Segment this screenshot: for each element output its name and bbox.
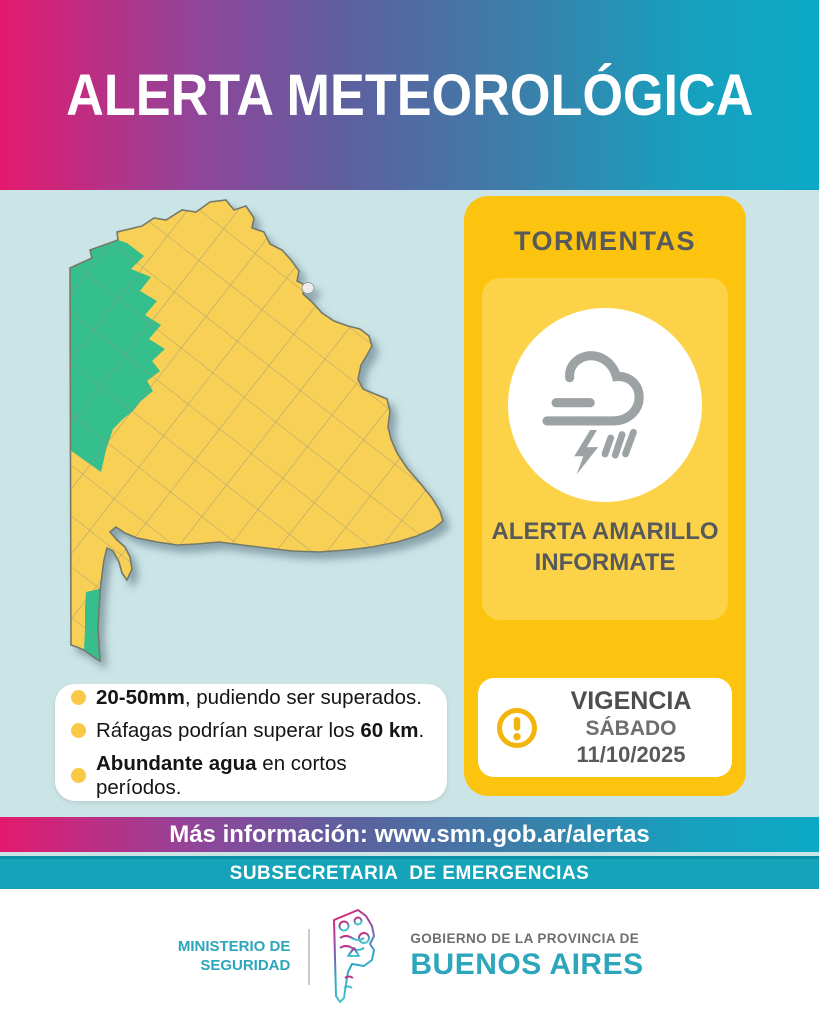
ministry-label: MINISTERIO DE SEGURIDAD [177, 937, 291, 974]
detail-text: Ráfagas podrían superar los 60 km. [96, 718, 425, 742]
government-line1: GOBIERNO DE LA PROVINCIA DE [410, 931, 640, 947]
storm-icon-circle [508, 308, 702, 502]
alert-level-box [482, 278, 728, 620]
alert-card [464, 196, 746, 796]
validity-card [478, 678, 732, 777]
detail-text: 20-50mm, pudiendo ser superados. [96, 685, 422, 709]
rain-lines-icon [605, 432, 633, 455]
alert-type-title: TORMENTAS [514, 226, 696, 256]
warning-icon [494, 705, 540, 751]
validity-label: VIGENCIA [570, 687, 692, 716]
alert-level-text [482, 516, 728, 578]
caba-marker [302, 283, 314, 294]
details-card [55, 684, 447, 801]
province-map [58, 192, 470, 684]
province-logo [328, 904, 392, 1010]
detail-item-rain [71, 686, 431, 710]
more-info-text: Más información: www.smn.gob.ar/alertas [169, 820, 650, 848]
more-info-bar [0, 817, 819, 852]
department-borders [58, 192, 470, 684]
subsecretaria-text: SUBSECRETARIA DE EMERGENCIAS [229, 863, 590, 884]
footer [0, 889, 819, 1024]
footer-divider [308, 929, 310, 985]
lightning-bolt-icon [574, 430, 598, 474]
detail-item-wind [71, 719, 431, 743]
subsecretaria-bar [0, 856, 819, 889]
detail-item-water [71, 752, 431, 800]
alert-level-line2: INFORMATE [534, 549, 676, 577]
bullet-dot [71, 723, 86, 738]
bullet-dot [71, 690, 86, 705]
government-line2: BUENOS AIRES [410, 948, 644, 982]
alert-level-line1: ALERTA AMARILLO [491, 518, 719, 545]
government-label [410, 932, 643, 981]
detail-text: Abundante agua en cortos períodos. [96, 751, 347, 799]
page-title: ALERTA METEOROLÓGICA [65, 62, 754, 128]
validity-date: 11/10/2025 [576, 741, 686, 767]
storm-icon [531, 331, 679, 479]
validity-day: SÁBADO [585, 716, 677, 740]
bullet-dot [71, 768, 86, 783]
header-banner [0, 0, 819, 190]
